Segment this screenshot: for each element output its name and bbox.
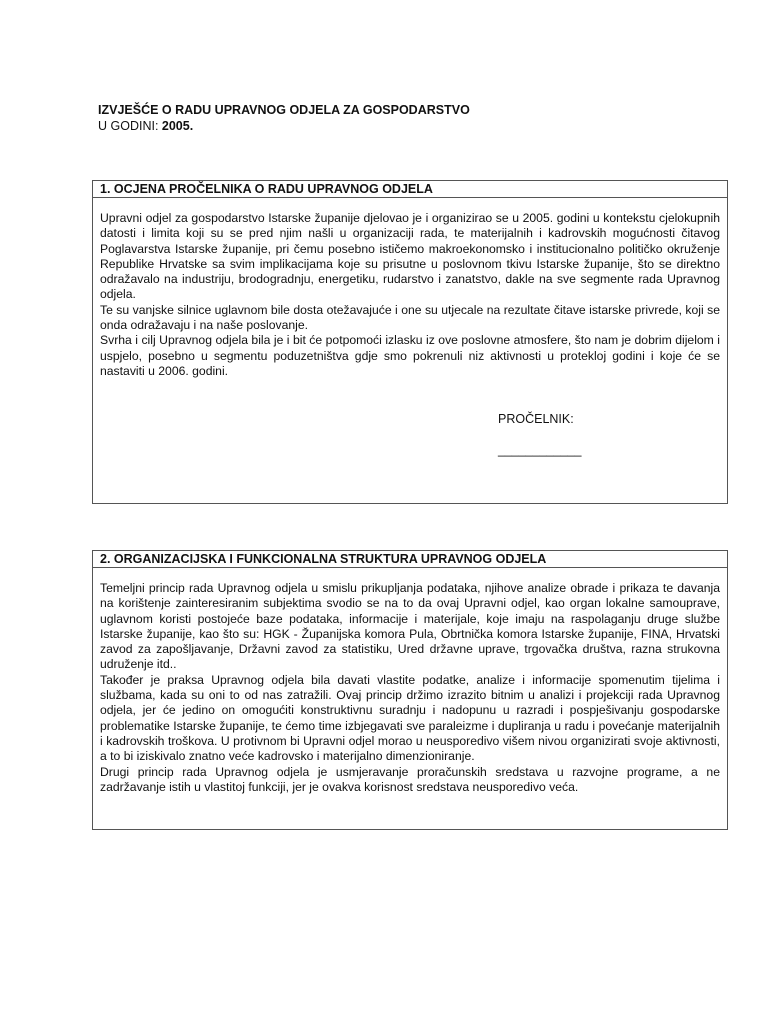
paragraph: Svrha i cilj Upravnog odjela bila je i bit će potpomoći izlasku iz ove poslovne atmosfere, što nam je dobrim dijelom i uspjelo, posebno u segmentu poduzetništva gdje smo pokrenuli niz aktivnosti u protekloj godini i koje će se nastaviti u 2006. godini.	[100, 333, 720, 378]
signature-line: ____________	[498, 443, 582, 457]
report-year: 2005.	[161, 119, 194, 133]
paragraph: Te su vanjske silnice uglavnom bile dosta otežavajuće i one su utjecale na rezultate čitave istarske privrede, koji se onda odražavaju i na naše poslovanje.	[100, 302, 720, 333]
section-body	[93, 198, 727, 379]
signature-label: PROČELNIK:	[498, 412, 574, 426]
document-title	[98, 102, 718, 134]
paragraph: Upravni odjel za gospodarstvo Istarske županije djelovao je i organizirao se u 2005. godini u kontekstu cjelokupnih datosti i limita koji su se pred njim našli u organizaciji rada, te materijalnih i kadrovskih mogućnosti čitavog Poglavarstva Istarske županije, pri čemu posebno ističemo makroekonomsko i institucionalno političko okruženje Republike Hrvatske sa svim implikacijama koje su prisutne u poslovnom tkivu Istarske županije, što se direktno odražavalo na industriju, brodogradnju, energetiku, rudarstvo i zanatstvo, dakle na sve segmente rada Upravnog odjela.	[100, 211, 720, 302]
paragraph: Temeljni princip rada Upravnog odjela u smislu prikupljanja podataka, njihove analize obrade i prikaza te davanja na korištenje zainteresiranim subjektima svodio se na to da ovaj Upravni odjel, kao organ lokalne samouprave, uglavnom koristi postojeće baze podataka, informacije i materijale, koje imaju na raspolaganju druge službe Istarske županije, kao što su: HGK - Županijska komora Pula, Obrtnička komora Istarske županije, FINA, Hrvatski zavod za zapošljavanje, Državni zavod za statistiku, Ured državne uprave, trgovačka društva, razna strukovna udruženje itd..	[100, 581, 720, 672]
section-structure	[92, 550, 728, 830]
paragraph: Također je praksa Upravnog odjela bila davati vlastite podatke, analize i informacije spomenutim tijelima i službama, kada su oni to od nas zatražili. Ovaj princip držimo izrazito bitnim u analizi i projekciji rada Upravnog odjela, jer će jedino on omogućiti konstruktivnu suradnju i nadopunu u razradi i pospješivanju gospodarske problematike Istarske županije, te ćemo time izbjegavati sve paraleizme i dupliranja u radu i povećanje materijalnih i kadrovskih troškova. U protivnom bi Upravni odjel morao u neusporedivo višem nivou organizirati svoje aktivnosti, a to bi iziskivalo znatno veće kadrovsko i materijalno dimenzioniranje.	[100, 672, 720, 764]
section-heading: 1. OCJENA PROČELNIKA O RADU UPRAVNOG ODJELA	[93, 181, 727, 198]
report-title: IZVJEŠĆE O RADU UPRAVNOG ODJELA ZA GOSPODARSTVO	[98, 103, 470, 117]
section-assessment	[92, 180, 728, 504]
report-year-line	[98, 118, 718, 134]
section-heading: 2. ORGANIZACIJSKA I FUNKCIONALNA STRUKTURA UPRAVNOG ODJELA	[93, 551, 727, 568]
section-body	[93, 568, 727, 795]
paragraph: Drugi princip rada Upravnog odjela je usmjeravanje proračunskih sredstava u razvojne programe, a ne zadržavanje istih u vlastitoj funkciji, jer je ovakva korisnost sredstava neusporedivo veća.	[100, 764, 720, 794]
year-prefix: U GODINI:	[98, 119, 162, 133]
